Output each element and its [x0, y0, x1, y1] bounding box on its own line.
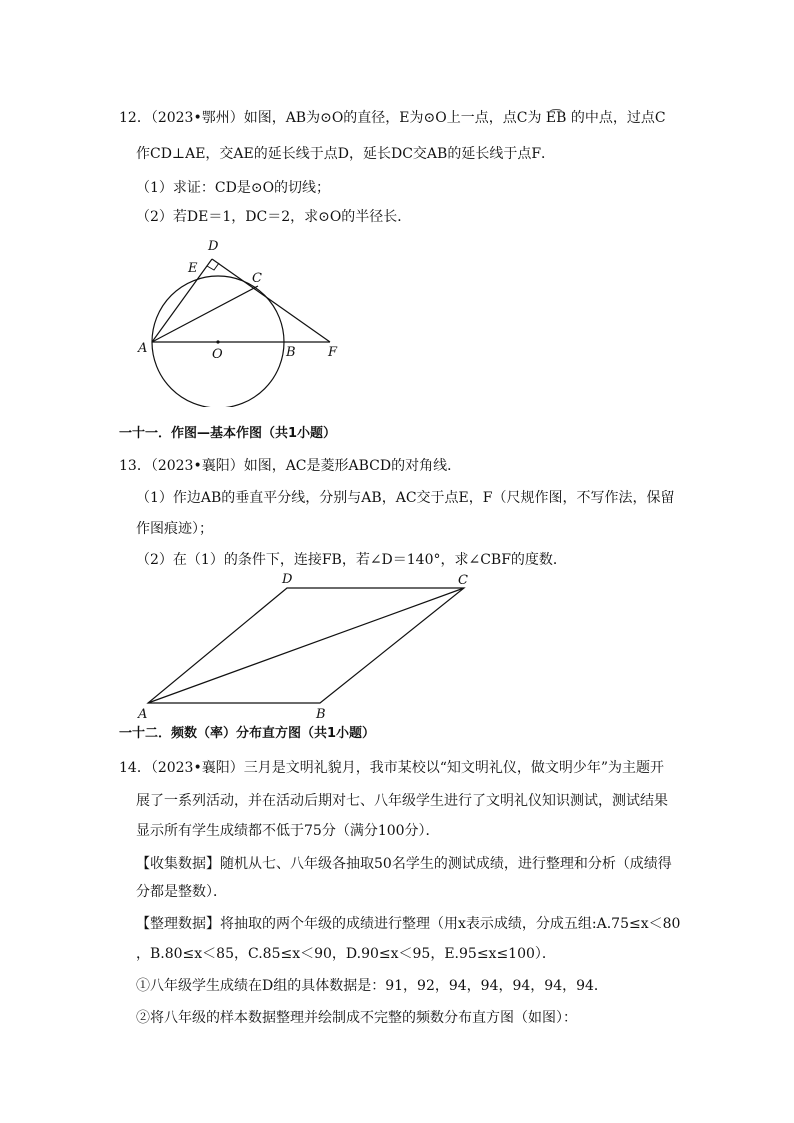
label-e: E — [188, 261, 198, 276]
q12-line2: 作CD⊥AE，交AE的延长线于点D，延长DC交AB的延长线于点F． — [136, 146, 556, 162]
label-d: D — [282, 572, 293, 587]
q14-collect2: 分都是整数）． — [136, 884, 227, 900]
label-b: B — [316, 707, 326, 722]
diagonal-ac — [148, 588, 464, 703]
q12-figure — [130, 232, 360, 407]
label-b: B — [286, 345, 296, 360]
q14-organize1: 【整理数据】将抽取的两个年级的成绩进行整理（用x表示成绩，分成五组:A.75≤x＜80 — [136, 916, 681, 932]
q13-part1b: 作图痕迹）； — [136, 521, 213, 537]
q14-organize2: ，B.80≤x＜85，C.85≤x＜90，D.90≤x＜95，E.95≤x≤100）． — [136, 946, 556, 962]
q12-line1: 12．（2023•鄂州）如图，AB为⊙O的直径，E为⊙O上一点，点C为 E͡B 的中点，过点C — [119, 110, 666, 126]
section-11-heading: 一十一．作图—基本作图（共1小题） — [119, 426, 337, 441]
q12-part2: （2）若DE＝1，DC＝2，求⊙O的半径长． — [136, 209, 412, 225]
q14-item1: ①八年级学生成绩在D组的具体数据是：91，92，94，94，94，94，94． — [136, 978, 608, 994]
label-c: C — [458, 573, 468, 588]
q14-collect1: 【收集数据】随机从七、八年级各抽取50名学生的测试成绩，进行整理和分析（成绩得 — [136, 856, 672, 872]
label-f: F — [328, 345, 338, 360]
q14-item2: ②将八年级的样本数据整理并绘制成不完整的频数分布直方图（如图）： — [136, 1010, 577, 1026]
q14-line2: 展了一系列活动，并在活动后期对七、八年级学生进行了文明礼仪知识测试，测试结果 — [136, 793, 668, 809]
section-12-heading: 一十二．频数（率）分布直方图（共1小题） — [119, 726, 376, 741]
q13-figure — [132, 570, 482, 722]
label-a: A — [138, 707, 148, 722]
line-ac — [152, 286, 258, 342]
q13-part2: （2）在（1）的条件下，连接FB，若∠D＝140°，求∠CBF的度数． — [136, 552, 567, 568]
center-point — [216, 340, 219, 343]
q14-line3: 显示所有学生成绩都不低于75分（满分100分）． — [136, 823, 440, 839]
label-d: D — [208, 239, 219, 254]
q13-line1: 13．（2023•襄阳）如图，AC是菱形ABCD的对角线． — [119, 458, 462, 474]
label-o: O — [212, 347, 223, 362]
line-ad — [152, 259, 212, 342]
label-a: A — [138, 341, 148, 356]
q13-part1a: （1）作边AB的垂直平分线，分别与AB，AC交于点E，F（尺规作图，不写作法，保留 — [136, 490, 675, 506]
q14-line1: 14．（2023•襄阳）三月是文明礼貌月，我市某校以“知文明礼仪，做文明少年”为主题开 — [119, 760, 665, 776]
q12-part1: （1）求证：CD是⊙O的切线； — [136, 180, 331, 196]
label-c: C — [252, 271, 262, 286]
